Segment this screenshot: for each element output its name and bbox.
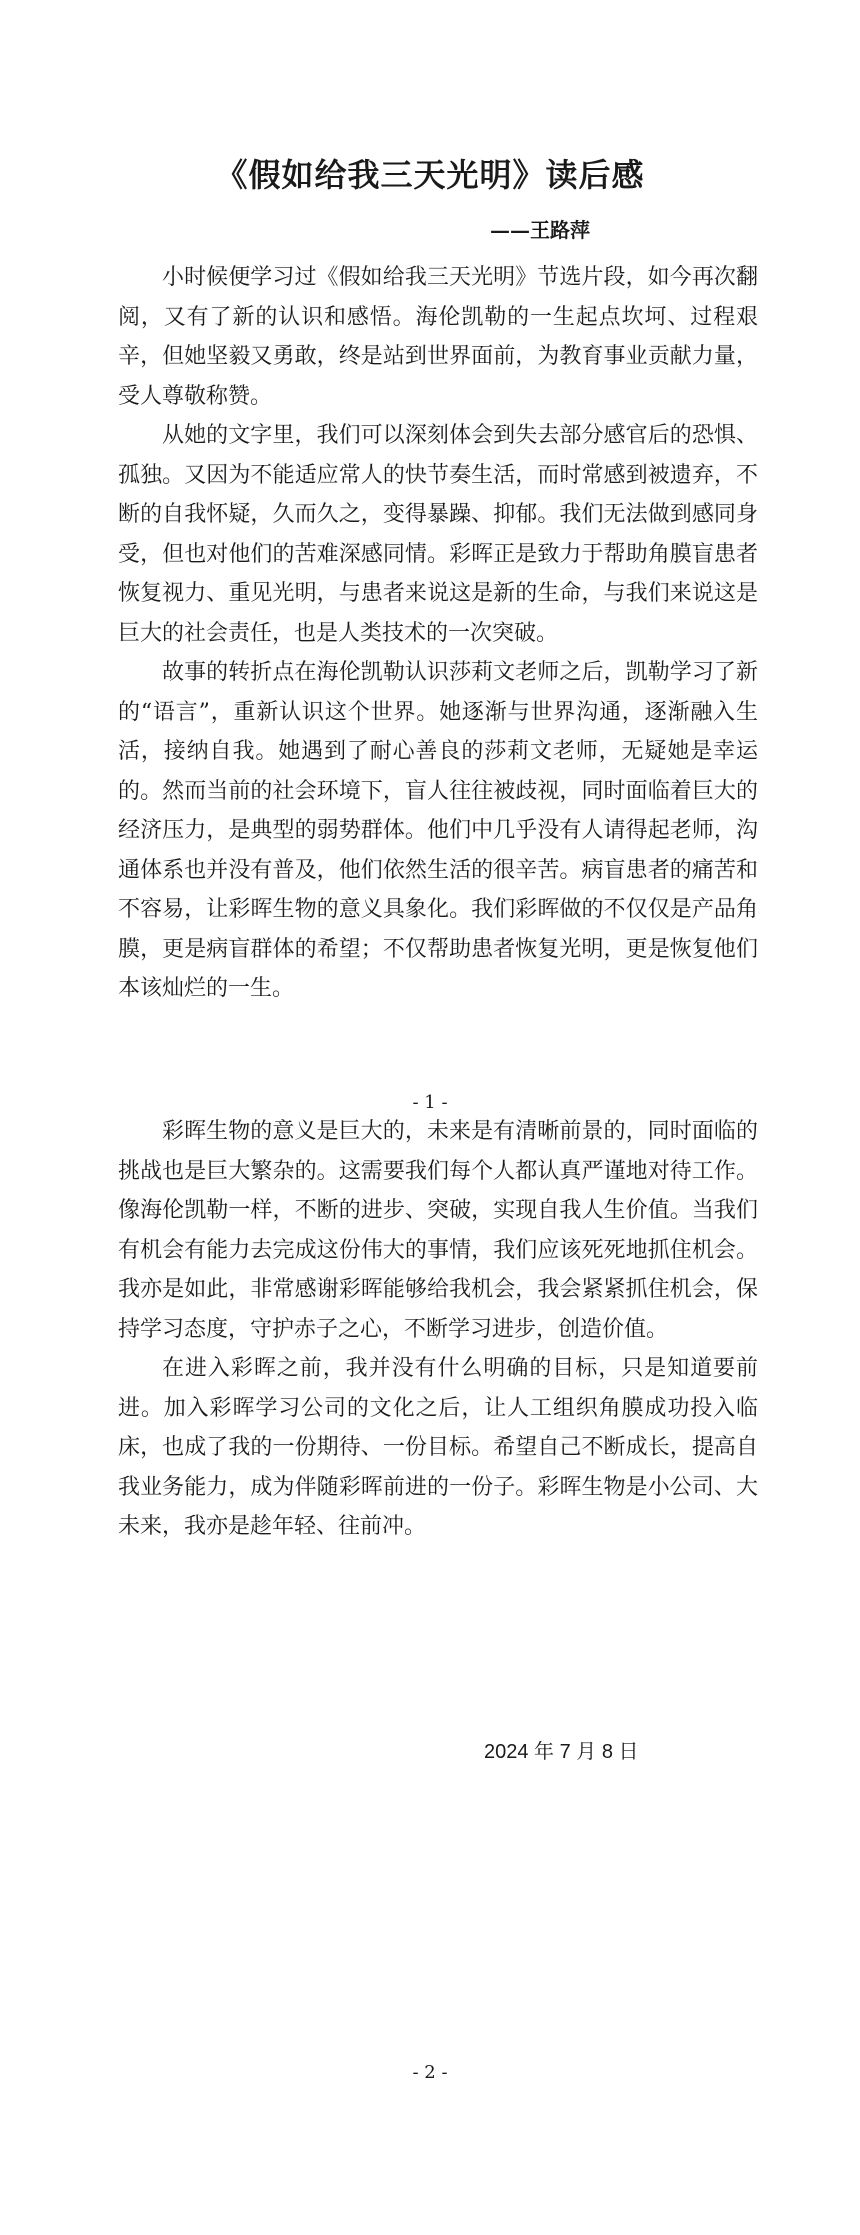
document-title: 《假如给我三天光明》读后感 [215, 156, 645, 194]
paragraph: 在进入彩晖之前，我并没有什么明确的目标，只是知道要前进。加入彩晖学习公司的文化之后，让人工组织角膜成功投入临床，也成了我的一份期待、一份目标。希望自己不断成长，提高自我业务能力，成为伴随彩晖前进的一份子。彩晖生物是小公司、大未来，我亦是趁年轻、往前冲。 [118, 1356, 758, 1539]
paragraph: 从她的文字里，我们可以深刻体会到失去部分感官后的恐惧、孤独。又因为不能适应常人的快节奏生活，而时常感到被遗弃，不断的自我怀疑，久而久之，变得暴躁、抑郁。我们无法做到感同身受，但也对他们的苦难深感同情。彩晖正是致力于帮助角膜盲患者恢复视力、重见光明，与患者来说这是新的生命，与我们来说这是巨大的社会责任，也是人类技术的一次突破。 [118, 423, 758, 646]
paragraph: 彩晖生物的意义是巨大的，未来是有清晰前景的，同时面临的挑战也是巨大繁杂的。这需要我们每个人都认真严谨地对待工作。像海伦凯勒一样，不断的进步、突破，实现自我人生价值。当我们有机会有能力去完成这份伟大的事情，我们应该死死地抓住机会。我亦是如此，非常感谢彩晖能够给我机会，我会紧紧抓住机会，保持学习态度，守护赤子之心，不断学习进步，创造价值。 [118, 1119, 758, 1342]
document-date: 2024 年 7 月 8 日 [484, 1741, 639, 1763]
page-1-body [118, 258, 758, 1009]
page-number: - 1 - [412, 1092, 448, 1113]
paragraph: 故事的转折点在海伦凯勒认识莎莉文老师之后，凯勒学习了新的“语言”，重新认识这个世界。她逐渐与世界沟通，逐渐融入生活，接纳自我。她遇到了耐心善良的莎莉文老师，无疑她是幸运的。然而当前的社会环境下，盲人往往被歧视，同时面临着巨大的经济压力，是典型的弱势群体。他们中几乎没有人请得起老师，沟通体系也并没有普及，他们依然生活的很辛苦。病盲患者的痛苦和不容易，让彩晖生物的意义具象化。我们彩晖做的不仅仅是产品角膜，更是病盲群体的希望；不仅帮助患者恢复光明，更是恢复他们本该灿烂的一生。 [118, 660, 758, 1001]
page-number: - 2 - [412, 2062, 448, 2083]
page-2-body [118, 1112, 758, 1547]
author-line: ——王路萍 [490, 218, 590, 242]
paragraph: 小时候便学习过《假如给我三天光明》节选片段，如今再次翻阅，又有了新的认识和感悟。海伦凯勒的一生起点坎坷、过程艰辛，但她坚毅又勇敢，终是站到世界面前，为教育事业贡献力量，受人尊敬称赞。 [118, 265, 758, 409]
document-page-2 [0, 1118, 860, 2235]
